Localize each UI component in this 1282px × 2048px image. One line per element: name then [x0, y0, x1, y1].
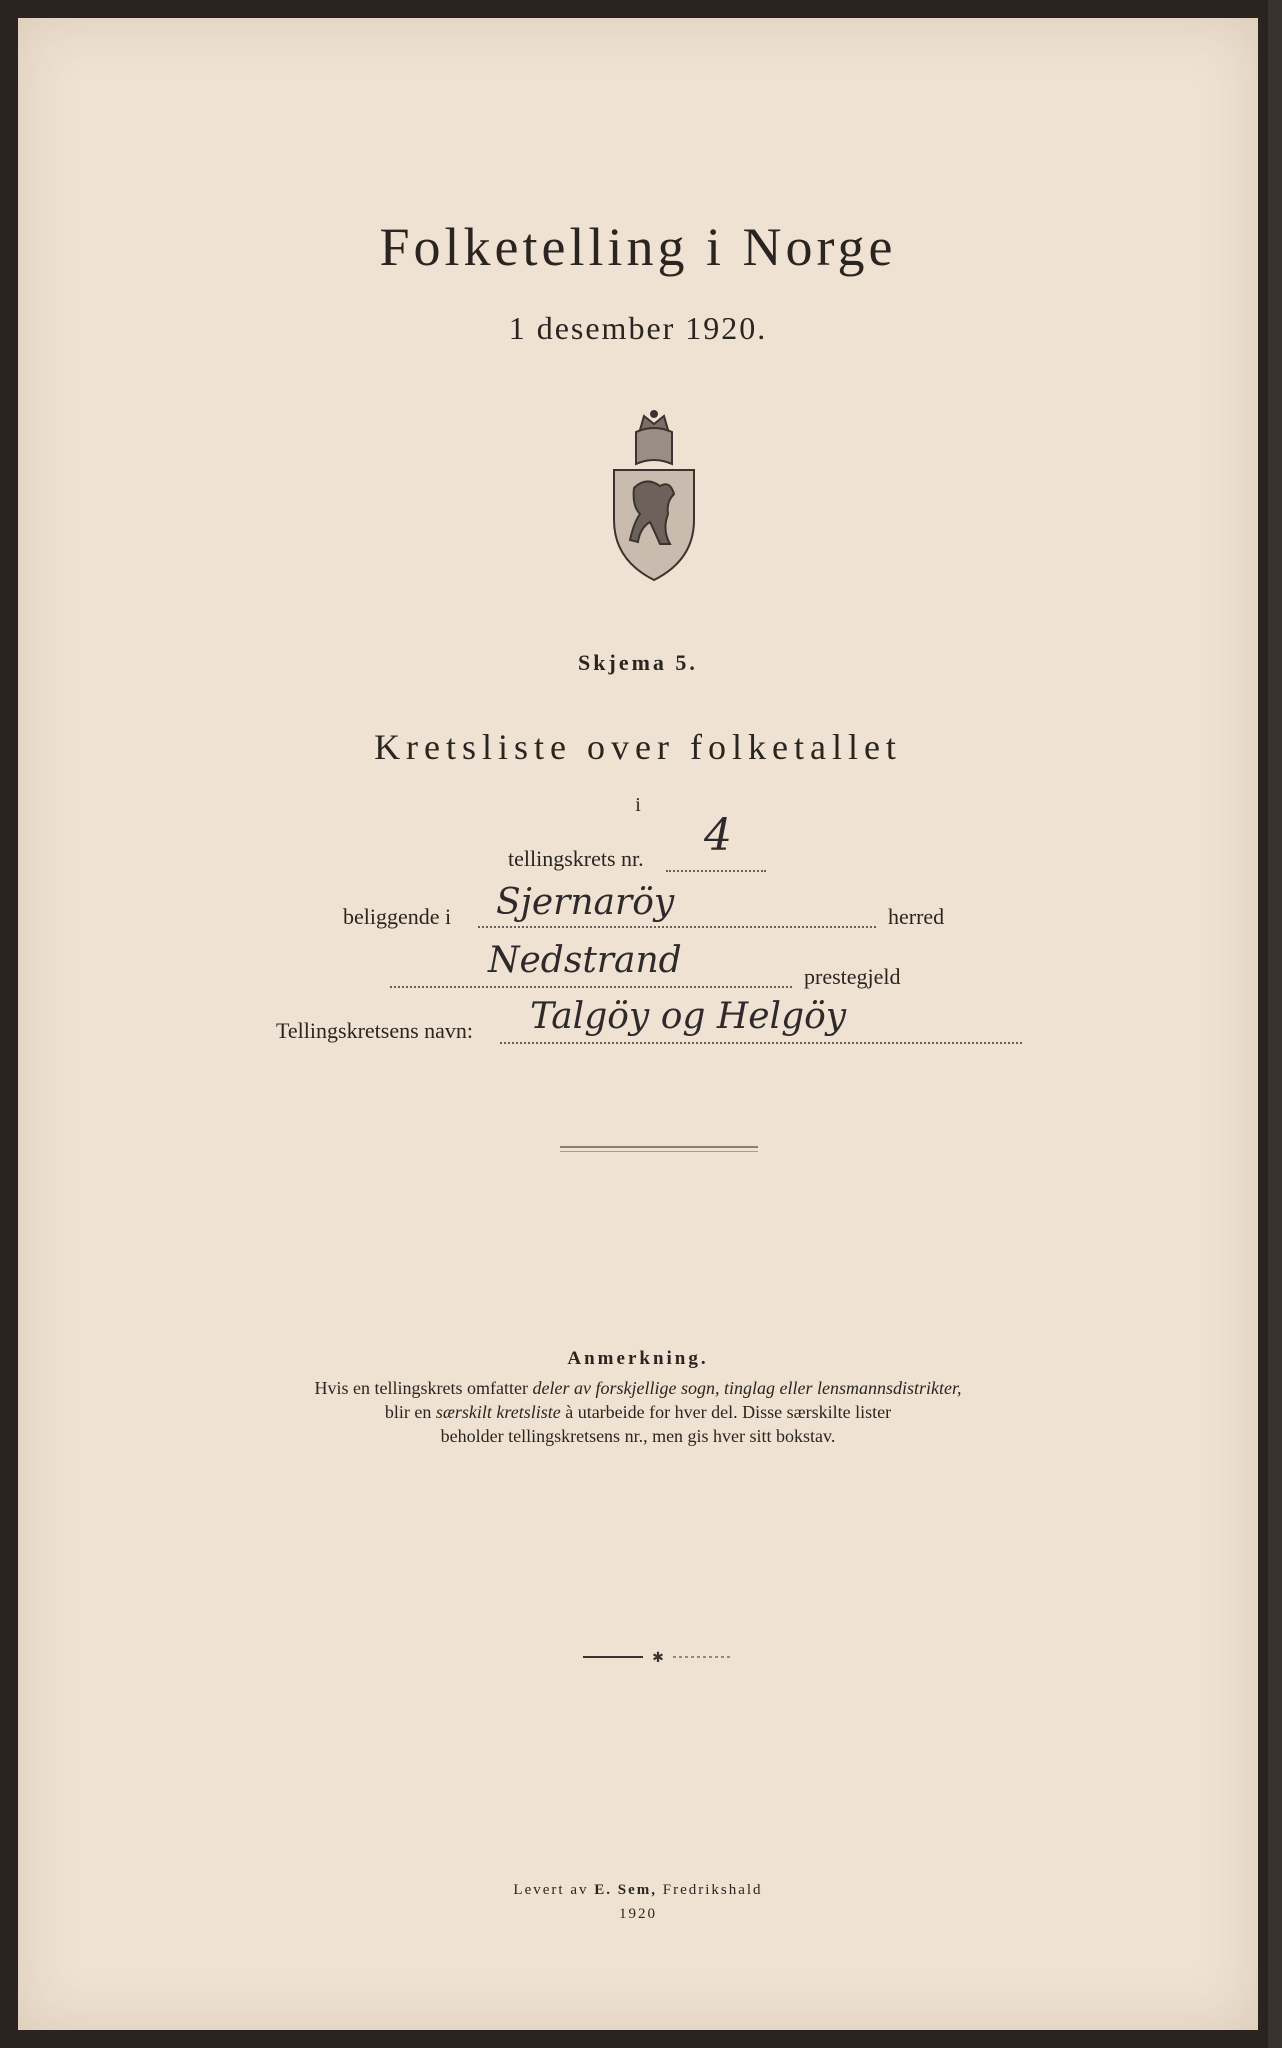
navn-label: Tellingskretsens navn: [276, 1018, 474, 1043]
separator-rule [560, 1146, 758, 1148]
note-heading: Anmerkning. [567, 1348, 709, 1369]
form-heading: Kretsliste over folketallet [374, 727, 902, 767]
navn-handwritten: Talgöy og Helgöy [530, 996, 847, 1037]
note-line-2: blir en særskilt kretsliste à utarbeide for hver del. Disse særskilte lister [384, 1402, 892, 1422]
prestegjeld-dotted-line [390, 986, 792, 988]
coat-of-arms-icon [610, 410, 698, 582]
krets-dotted-line [666, 870, 766, 872]
schema-number: Skjema 5. [578, 650, 698, 675]
beliggende-label: beliggende i [343, 904, 452, 929]
census-form-page [18, 18, 1258, 2030]
printer-credit: Levert av E. Sem, Fredrikshald [513, 1882, 763, 1898]
connector-text: i [635, 794, 641, 816]
herred-label: herred [888, 904, 945, 929]
navn-dotted-line [500, 1042, 1022, 1044]
herred-handwritten: Sjernaröy [496, 882, 675, 923]
herred-dotted-line [478, 926, 876, 928]
prestegjeld-label: prestegjeld [804, 964, 901, 989]
note-line-3: beholder tellingskretsens nr., men gis hver sitt bokstav. [440, 1426, 836, 1446]
page-edge [1268, 0, 1282, 2048]
print-year: 1920 [619, 1906, 657, 1922]
krets-number-handwritten: 4 [704, 810, 732, 861]
svg-text:✱: ✱ [652, 1650, 664, 1664]
document-date: 1 desember 1920. [508, 310, 768, 346]
krets-label: tellingskrets nr. [508, 846, 644, 871]
ornament-divider-icon [583, 1650, 733, 1664]
prestegjeld-handwritten: Nedstrand [488, 940, 682, 981]
note-line-1: Hvis en tellingskrets omfatter deler av forskjellige sogn, tinglag eller lensmannsdistrikter, [314, 1378, 962, 1398]
document-title: Folketelling i Norge [379, 217, 897, 277]
separator-rule-thin [560, 1151, 758, 1152]
